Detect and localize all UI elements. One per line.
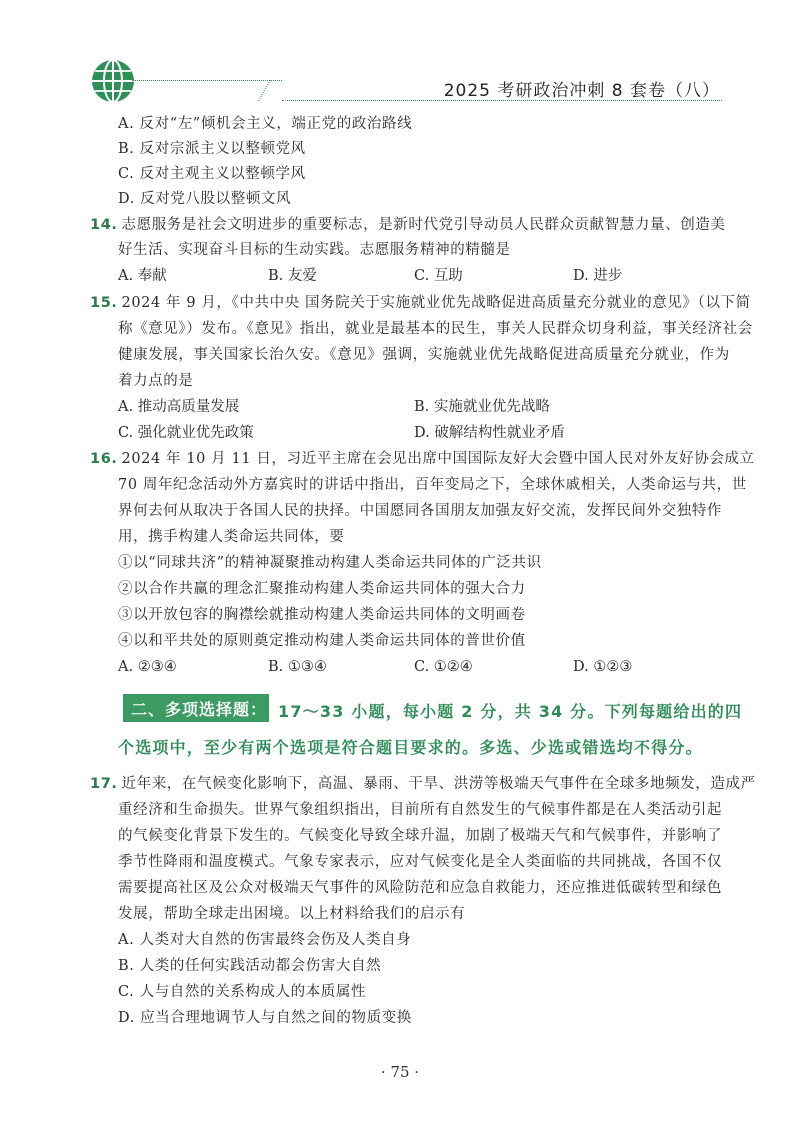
q15-stem-line-1: 15. 2024 年 9 月，《中共中央 国务院关于实施就业优先战略促进高质量充分就业的意见》（以下简 bbox=[90, 295, 751, 311]
q15-stem-line-3: 健康发展，事关国家长治久安。《意见》强调，实施就业优先战略促进高质量充分就业，作为 bbox=[118, 347, 730, 363]
q14-stem-line-1: 14. 志愿服务是社会文明进步的重要标志，是新时代党引导动员人民群众贡献智慧力量、创造美 bbox=[90, 217, 726, 233]
q16-option-b: B. ①③④ bbox=[268, 659, 327, 675]
q14-option-d: D. 进步 bbox=[573, 268, 623, 284]
q17-option-d: D. 应当合理地调节人与自然之间的物质变换 bbox=[118, 1010, 412, 1026]
q15-option-b: B. 实施就业优先战略 bbox=[414, 399, 550, 415]
q17-stem-line-6: 发展，帮助全球走出困境。以上材料给我们的启示有 bbox=[118, 906, 466, 922]
q17-option-b: B. 人类的任何实践活动都会伤害大自然 bbox=[118, 958, 382, 974]
q17-number: 17. bbox=[90, 776, 118, 792]
q15-option-d: D. 破解结构性就业矛盾 bbox=[414, 425, 565, 441]
q16-item-4: ④以和平共处的原则奠定推动构建人类命运共同体的普世价值 bbox=[118, 633, 526, 649]
q17-stem-line-1: 17. 近年来，在气候变化影响下，高温、暴雨、干旱、洪涝等极端天气事件在全球多地频发，造成严 bbox=[90, 776, 756, 792]
q17-option-a: A. 人类对大自然的伤害最终会伤及人类自身 bbox=[118, 932, 412, 948]
q13-option-a: A. 反对“左”倾机会主义，端正党的政治路线 bbox=[118, 116, 413, 132]
q14-option-b: B. 友爱 bbox=[268, 268, 317, 284]
q17-stem-line-5: 需要提高社区及公众对极端天气事件的风险防范和应急自救能力，还应推进低碳转型和绿色 bbox=[118, 880, 722, 896]
q16-stem-line-3: 界何去何从取决于各国人民的抉择。中国愿同各国朋友加强友好交流，发挥民间外交独特作 bbox=[118, 503, 722, 519]
section-heading: 二、多项选择题： bbox=[131, 700, 268, 719]
q16-item-2: ②以合作共赢的理念汇聚推动构建人类命运共同体的强大合力 bbox=[118, 581, 526, 597]
q16-number: 16. bbox=[90, 451, 118, 467]
q16-stem-line-4: 用，携手构建人类命运共同体，要 bbox=[118, 529, 345, 545]
header-dotted-slant bbox=[258, 80, 291, 101]
q14-option-a: A. 奉献 bbox=[118, 268, 167, 284]
header-title: 2025 考研政治冲刺 8 套卷（八） bbox=[443, 81, 720, 101]
q16-stem-line-2: 70 周年纪念活动外方嘉宾时的讲话中指出，百年变局之下，全球休戚相关，人类命运与共，世 bbox=[118, 477, 747, 493]
q17-stem-line-4: 季节性降雨和温度模式。气象专家表示，应对气候变化是全人类面临的共同挑战，各国不仅 bbox=[118, 854, 722, 870]
q16-item-3: ③以开放包容的胸襟绘就推动构建人类命运共同体的文明画卷 bbox=[118, 607, 526, 623]
q13-option-d: D. 反对党八股以整顿文风 bbox=[118, 191, 292, 207]
page-number: · 75 · bbox=[380, 1063, 420, 1081]
q16-stem-line-1: 16. 2024 年 10 月 11 日，习近平主席在会见出席中国国际友好大会暨中国人民对外友好协会成立 bbox=[90, 451, 755, 467]
q15-option-a: A. 推动高质量发展 bbox=[118, 399, 240, 415]
q15-option-c: C. 强化就业优先政策 bbox=[118, 425, 254, 441]
q16-option-a: A. ②③④ bbox=[118, 659, 177, 675]
q15-number: 15. bbox=[90, 295, 118, 311]
q17-option-c: C. 人与自然的关系构成人的本质属性 bbox=[118, 984, 367, 1000]
q16-option-d: D. ①②③ bbox=[573, 659, 633, 675]
q13-option-b: B. 反对宗派主义以整顿党风 bbox=[118, 141, 306, 157]
q16-item-1: ①以“同球共济”的精神凝聚推动构建人类命运共同体的广泛共识 bbox=[118, 555, 542, 571]
q14-option-c: C. 互助 bbox=[414, 268, 463, 284]
q14-number: 14. bbox=[90, 217, 118, 233]
q13-option-c: C. 反对主观主义以整顿学风 bbox=[118, 166, 306, 182]
q15-stem-line-2: 称《意见》）发布。《意见》指出，就业是最基本的民生，事关人民群众切身利益，事关经济社会 bbox=[118, 321, 753, 337]
q17-stem-line-3: 的气候变化背景下发生的。气候变化导致全球升温，加剧了极端天气和气候事件，并影响了 bbox=[118, 828, 722, 844]
q16-option-c: C. ①②④ bbox=[414, 659, 473, 675]
q14-stem-line-2: 好生活、实现奋斗目标的生动实践。志愿服务精神的精髓是 bbox=[118, 242, 511, 258]
header-dotted-rule bbox=[132, 80, 282, 81]
section-description-line-1: 17～33 小题，每小题 2 分，共 34 分。下列每题给出的四 bbox=[278, 702, 743, 721]
globe-logo-icon bbox=[90, 58, 136, 104]
q15-stem-line-4: 着力点的是 bbox=[118, 373, 194, 389]
section-description-line-2: 个选项中，至少有两个选项是符合题目要求的。多选、少选或错选均不得分。 bbox=[118, 738, 703, 757]
q17-stem-line-2: 重经济和生命损失。世界气象组织指出，目前所有自然发生的气候事件都是在人类活动引起 bbox=[118, 802, 722, 818]
